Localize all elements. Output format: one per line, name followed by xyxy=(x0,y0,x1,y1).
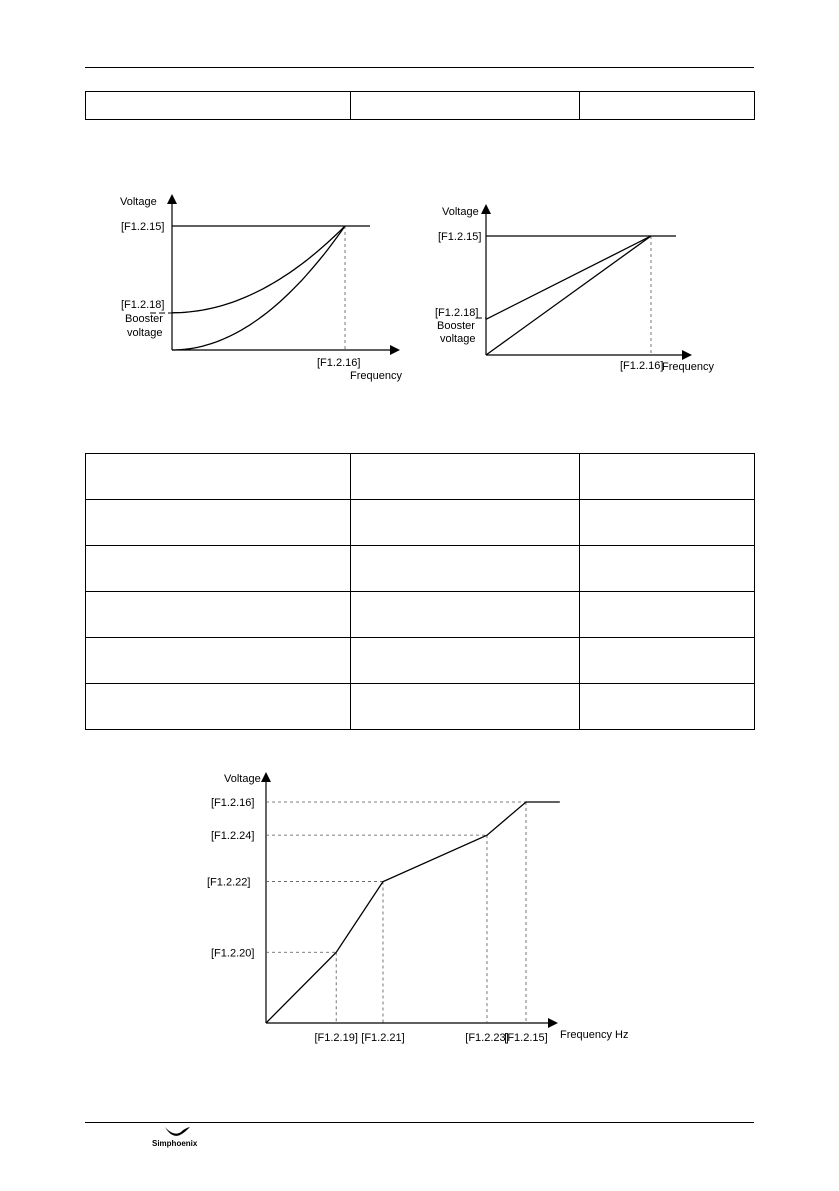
y-tick-label: [F1.2.15] xyxy=(438,231,482,243)
table-cell xyxy=(86,454,351,500)
table-cell xyxy=(351,592,580,638)
table-cell xyxy=(351,500,580,546)
table-row xyxy=(86,684,755,730)
table-cell xyxy=(86,684,351,730)
x-axis-label: Frequency Hz xyxy=(560,1029,629,1041)
y-axis-arrow-icon xyxy=(261,772,271,782)
table-top xyxy=(85,91,755,120)
y-axis-label: Voltage xyxy=(224,773,261,785)
x-tick-label: [F1.2.19] xyxy=(314,1032,358,1044)
table-cell xyxy=(580,638,755,684)
table-row xyxy=(86,454,755,500)
table-cell xyxy=(86,546,351,592)
y-tick-label: [F1.2.18] xyxy=(121,299,165,311)
annotation-label: voltage xyxy=(127,327,163,339)
y-axis-label: Voltage xyxy=(442,206,479,218)
table-cell xyxy=(580,592,755,638)
chart-multipoint-vf xyxy=(200,768,640,1050)
phoenix-logo-icon xyxy=(163,1125,193,1139)
table-row xyxy=(86,638,755,684)
x-axis-arrow-icon xyxy=(548,1018,558,1028)
series-line-unboosted xyxy=(486,236,651,355)
table-row xyxy=(86,592,755,638)
series-line-unboosted xyxy=(172,226,345,350)
annotation-label: voltage xyxy=(440,333,476,345)
x-axis-label: Frequency xyxy=(662,361,714,373)
table-cell xyxy=(580,92,755,120)
table-row xyxy=(86,92,755,120)
table-cell xyxy=(580,454,755,500)
x-axis-arrow-icon xyxy=(682,350,692,360)
table-bottom xyxy=(85,453,755,730)
series-line-boosted xyxy=(486,236,651,319)
chart-linear-vf xyxy=(428,198,728,380)
y-axis-arrow-icon xyxy=(481,204,491,214)
x-tick-label: [F1.2.21] xyxy=(361,1032,405,1044)
x-axis-label: Frequency xyxy=(350,370,402,382)
y-axis-arrow-icon xyxy=(167,194,177,204)
brand-name: Simphoenix xyxy=(152,1139,198,1148)
y-tick-label: [F1.2.18] xyxy=(435,307,479,319)
table-cell xyxy=(86,92,351,120)
table-cell xyxy=(580,684,755,730)
annotation-label: Booster xyxy=(437,320,475,332)
x-axis-arrow-icon xyxy=(390,345,400,355)
table-cell xyxy=(351,638,580,684)
annotation-label: Booster xyxy=(125,313,163,325)
table-cell xyxy=(580,500,755,546)
x-tick-label: [F1.2.16] xyxy=(620,360,664,372)
table-cell xyxy=(86,638,351,684)
footer-rule xyxy=(85,1122,754,1123)
y-axis-label: Voltage xyxy=(120,196,157,208)
table-cell xyxy=(351,684,580,730)
y-tick-label: [F1.2.20] xyxy=(211,947,255,960)
y-tick-label: [F1.2.24] xyxy=(211,830,255,843)
table-cell xyxy=(351,92,580,120)
table-cell xyxy=(86,592,351,638)
header-rule xyxy=(85,67,754,68)
y-tick-label: [F1.2.16] xyxy=(211,797,255,809)
table-row xyxy=(86,500,755,546)
chart-square-vf xyxy=(110,188,420,388)
series-line-boosted xyxy=(172,226,345,313)
table-row xyxy=(86,546,755,592)
table-cell xyxy=(580,546,755,592)
y-tick-label: [F1.2.15] xyxy=(121,221,165,233)
x-tick-label: [F1.2.16] xyxy=(317,357,361,369)
table-cell xyxy=(351,546,580,592)
x-tick-label: [F1.2.15] xyxy=(504,1032,548,1044)
y-tick-label: [F1.2.22] xyxy=(207,876,251,889)
table-cell xyxy=(351,454,580,500)
x-tick-label: [F1.2.23] xyxy=(465,1032,509,1044)
table-cell xyxy=(86,500,351,546)
